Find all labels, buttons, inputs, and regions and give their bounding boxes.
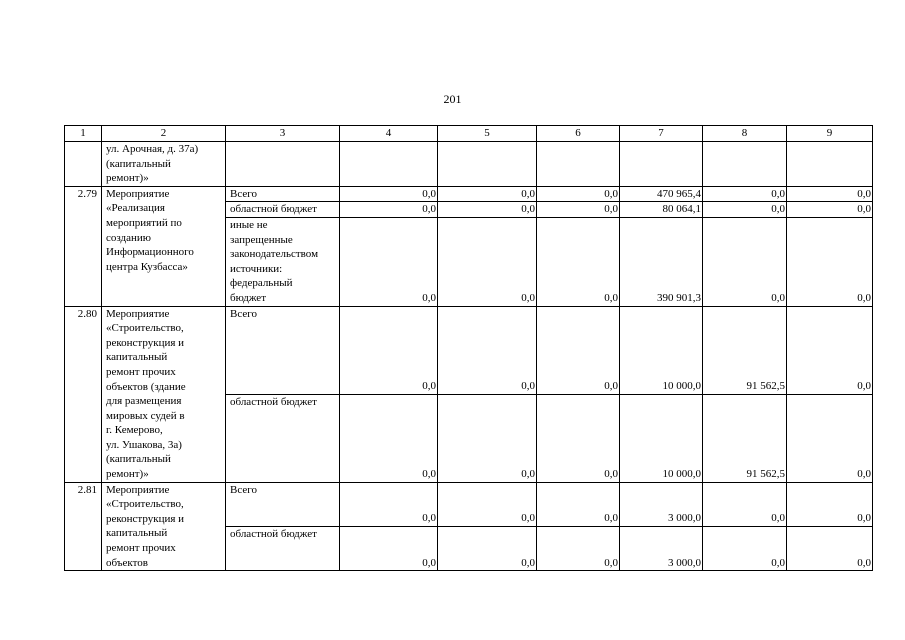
value-cell: 470 965,4 — [620, 186, 703, 202]
name-line: созданию — [106, 231, 151, 244]
value-cell: 0,0 — [703, 482, 787, 526]
name-line: для размещения — [106, 395, 182, 408]
source-cell — [226, 526, 340, 570]
source-line: областной бюджет — [230, 203, 317, 216]
name-cell — [102, 142, 226, 187]
name-line: ремонт)» — [106, 172, 149, 185]
value-cell: 0,0 — [438, 217, 537, 306]
value-cell: 91 562,5 — [703, 394, 787, 482]
value-cell: 80 064,1 — [620, 202, 703, 218]
empty-cell — [537, 142, 620, 187]
source-line: источники: — [230, 262, 283, 275]
table-row — [65, 306, 873, 394]
empty-cell — [703, 142, 787, 187]
value-cell: 3 000,0 — [620, 526, 703, 570]
header-cell: 7 — [620, 126, 703, 142]
page-number: 201 — [443, 92, 462, 106]
value-cell: 0,0 — [340, 482, 438, 526]
source-line: запрещенные — [230, 233, 293, 246]
source-cell — [226, 186, 340, 202]
value-cell: 0,0 — [537, 482, 620, 526]
value-cell: 0,0 — [787, 186, 873, 202]
name-line: (капитальный — [106, 157, 171, 170]
name-line: мероприятий по — [106, 216, 182, 229]
name-line: ул. Арочная, д. 37а) — [106, 143, 199, 155]
value-cell: 390 901,3 — [620, 217, 703, 306]
source-line: законодательством — [230, 248, 319, 261]
index-cell: 2.80 — [65, 306, 102, 482]
value-cell: 0,0 — [438, 526, 537, 570]
value-cell: 91 562,5 — [703, 306, 787, 394]
name-line: Мероприятие — [106, 187, 170, 200]
header-cell: 2 — [102, 126, 226, 142]
name-line: «Реализация — [106, 202, 165, 215]
header-cell: 8 — [703, 126, 787, 142]
index-cell: 2.81 — [65, 482, 102, 571]
table-row — [65, 482, 873, 526]
empty-cell — [226, 142, 340, 187]
empty-cell — [340, 142, 438, 187]
value-cell: 0,0 — [703, 186, 787, 202]
name-line: г. Кемерово, — [106, 424, 163, 437]
header-cell: 5 — [438, 126, 537, 142]
name-line: реконструкция и — [106, 512, 185, 525]
source-cell — [226, 482, 340, 526]
value-cell: 0,0 — [340, 306, 438, 394]
value-cell: 0,0 — [787, 306, 873, 394]
name-cell — [102, 306, 226, 482]
index-cell — [65, 142, 102, 187]
value-cell: 0,0 — [537, 526, 620, 570]
value-cell: 0,0 — [438, 394, 537, 482]
name-line: ремонт)» — [106, 468, 149, 481]
value-cell: 0,0 — [340, 186, 438, 202]
table-body — [65, 126, 873, 571]
name-line: мировых судей в — [106, 409, 185, 422]
empty-cell — [620, 142, 703, 187]
name-line: Мероприятие — [106, 307, 170, 320]
name-line: Мероприятие — [106, 483, 170, 496]
name-line: капитальный — [106, 527, 168, 540]
name-line: «Строительство, — [106, 498, 184, 511]
source-cell — [226, 217, 340, 306]
source-line: федеральный — [230, 277, 293, 290]
header-row — [65, 126, 873, 142]
value-cell: 10 000,0 — [620, 306, 703, 394]
source-line: Всего — [230, 483, 257, 496]
header-cell: 6 — [537, 126, 620, 142]
value-cell: 0,0 — [703, 202, 787, 218]
value-cell: 0,0 — [537, 186, 620, 202]
value-cell: 0,0 — [537, 306, 620, 394]
value-cell: 0,0 — [703, 217, 787, 306]
name-line: капитальный — [106, 351, 168, 364]
source-line: иные не — [230, 218, 268, 231]
name-line: «Строительство, — [106, 322, 184, 335]
name-line: центра Кузбасса» — [106, 260, 188, 273]
value-cell: 0,0 — [537, 394, 620, 482]
value-cell: 0,0 — [537, 217, 620, 306]
value-cell: 0,0 — [340, 217, 438, 306]
value-cell: 0,0 — [438, 186, 537, 202]
value-cell: 0,0 — [537, 202, 620, 218]
header-cell: 4 — [340, 126, 438, 142]
header-cell: 1 — [65, 126, 102, 142]
name-line: объектов — [106, 556, 148, 569]
name-line: (капитальный — [106, 453, 171, 466]
value-cell: 0,0 — [787, 202, 873, 218]
source-cell — [226, 394, 340, 482]
value-cell: 10 000,0 — [620, 394, 703, 482]
budget-table — [64, 125, 873, 571]
value-cell: 0,0 — [438, 482, 537, 526]
value-cell: 0,0 — [340, 526, 438, 570]
value-cell: 0,0 — [340, 202, 438, 218]
source-line: областной бюджет — [230, 527, 317, 540]
value-cell: 0,0 — [438, 306, 537, 394]
table-row — [65, 186, 873, 202]
source-line: Всего — [230, 307, 257, 320]
continuation-row — [65, 142, 873, 187]
value-cell: 0,0 — [438, 202, 537, 218]
empty-cell — [438, 142, 537, 187]
name-line: Информационного — [106, 246, 194, 259]
value-cell: 0,0 — [703, 526, 787, 570]
value-cell: 0,0 — [787, 217, 873, 306]
index-cell: 2.79 — [65, 186, 102, 306]
name-line: ремонт прочих — [106, 542, 176, 555]
name-line: объектов (здание — [106, 380, 186, 393]
value-cell: 0,0 — [340, 394, 438, 482]
name-line: ул. Ушакова, 3а) — [106, 438, 182, 451]
value-cell: 0,0 — [787, 482, 873, 526]
header-cell: 9 — [787, 126, 873, 142]
name-cell — [102, 482, 226, 571]
name-cell — [102, 186, 226, 306]
source-cell — [226, 306, 340, 394]
empty-cell — [787, 142, 873, 187]
source-line: Всего — [230, 187, 257, 200]
value-cell: 3 000,0 — [620, 482, 703, 526]
source-line: бюджет — [230, 291, 266, 304]
value-cell: 0,0 — [787, 526, 873, 570]
name-line: ремонт прочих — [106, 365, 176, 378]
header-cell: 3 — [226, 126, 340, 142]
value-cell: 0,0 — [787, 394, 873, 482]
source-line: областной бюджет — [230, 395, 317, 408]
name-line: реконструкция и — [106, 336, 185, 349]
source-cell — [226, 202, 340, 218]
